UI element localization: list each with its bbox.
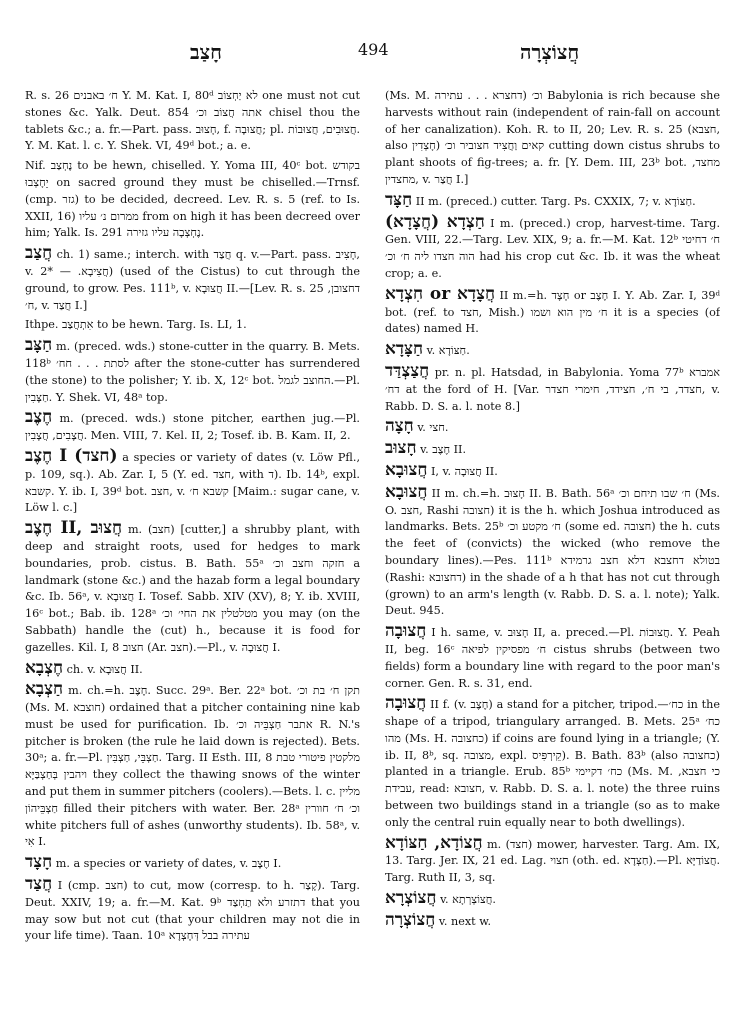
entry-definition: I, v. חֲצוּבָה II. — [431, 464, 498, 478]
entry-definition: R. s. 26 ח׳ באבנים Y. M. Kat. I, 80ᵈ לא יַחְצוֹב one must not cut stones &c. Yalk. Deut. 854 אתה חֲצוֹב וכ׳ chisel thou the tablets &c.; a. fr.—Part. pass. חָצוּב, f. חֲצוּבָה; pl. חֲצוּבִים, חֲצוּבוֹת. Y. M. Kat. l. c. Y. Shek. VI, 49ᵈ bot.; a. e. — [25, 89, 360, 153]
entry-headword: חֶצֶב I (חצד) — [25, 445, 118, 466]
entry-headword: חֲצוֹצְרָה — [385, 909, 436, 930]
entry-definition: v. חצי. — [417, 421, 449, 435]
entry-definition: v. חֲצוֹצְרְתָא. — [440, 893, 496, 907]
dictionary-entry — [385, 440, 720, 459]
entry-headword: חֲצַב — [25, 243, 53, 264]
entry-headword: חַצָּדָא — [385, 339, 424, 360]
dictionary-entry — [385, 695, 720, 831]
entry-headword: חֶצֶב II, חֲצוּב — [25, 518, 123, 539]
entry-definition: m. (חצב) [cutter,] a shrubby plant, with deep and straight roots, used for hedges to mark boundaries, prob. cistus. B. Bath. 55ᵃ חזקה וחצב וכ׳ a landmark (stone &c.) and the hazab form a legal boundary &c. Ib. 56ᵃ, v. חֲצוּבָא I. Tosef. Sabb. XIV (XV), 8; Y. ib. XVIII, 16ᶜ bot.; Bab. ib. 128ᵃ מטלטלין את החי׳ וכ׳ you may (on the Sabbath) handle the (cut) h., because it is food for gazelles. Kil. I, 8 חצוב (Ar. חצב).—Pl., v. חֲצוּבָה I. — [25, 523, 360, 654]
entry-definition: m. (preced. wds.) stone pitcher, earthen jug.—Pl. חֲצָבִים, חֲצָבִין. Men. VIII, 7. Kel. II, 2; Tosef. ib. B. Kam. II, 2. — [25, 412, 360, 443]
entry-definition: II m. (preced.) cutter. Targ. Ps. CXXIX, 7; v. חַצּוֹדָא. — [415, 194, 696, 208]
page-header — [0, 40, 750, 70]
dictionary-entry — [385, 832, 720, 887]
entry-definition: Ithpe. אִתְחֲצַב to be hewn. Targ. Is. LI, 1. — [25, 318, 247, 332]
right-column — [385, 88, 720, 988]
entry-definition: m. a species or variety of dates, v. חֶצֶב I. — [55, 857, 282, 871]
entry-definition: II m.=h. חָצָד or חֶצֶב I. Y. Ab. Zar. I, 39ᵈ bot. (ref. to חצד, Mish.) ח׳ מין הוא ושמו it is a species (of dates) named H. — [385, 288, 720, 336]
dictionary-entry — [385, 459, 720, 481]
entry-definition: m. (חצד) mower, harvester. Targ. Am. IX, 13. Targ. Jer. IX, 21 ed. Lag. חצוי (oth. ed. חַצְּדָא).—Pl. חֲצוֹדַיָּא. Targ. Ruth II, 3, sq. — [385, 837, 720, 885]
entry-definition: a species or variety of dates (v. Löw Pfl., p. 109, sq.). Ab. Zar. I, 5 (Y. ed. חצד, with ד). Ib. 14ᵇ, expl. קשבא. Y. ib. I, 39ᵈ bot. חצב, v. קשבא ח׳ [Maim.: sugar cane, v. Löw l. c.] — [25, 450, 360, 515]
entry-definition: ch. 1) same.; interch. with חֲצַד q. v.—Part. pass. חָצִיב, v. חֲצִיבָא. — *2) (used of the Cistus) to cut through the ground, to grow. Pes. 111ᵇ, v. חֲצוּבָא II.—[Lev. R. s. 25 דחצובן, ח׳, v. חֲצַד I.] — [25, 248, 360, 312]
entry-definition: pr. n. pl. Hatsdad, in Babylonia. Yoma 77ᵇ אמברא דח׳ at the ford of H. [Var. חצדד, בי ח׳, חצידד, חימרי חצדר, v. Rabb. D. S. a. l. note 8.] — [385, 365, 720, 413]
entry-definition: I m. (preced.) crop, harvest-time. Targ. Gen. VIII, 22.—Targ. Lev. XIX, 9; a. fr.—M. Kat. 12ᵇ ח׳ דחיטי הוה חצדו ליה ח׳ וכ׳ had his crop cut &c. Ib. it was the wheat crop; a. e. — [385, 216, 720, 280]
entry-definition: I (cmp. חצב) to cut, mow (corresp. to h. קָצַר). Targ. Deut. XXIV, 19; a. fr.—M. Kat. 9ᵇ דתזרע ולא תַחְצַד that you may sow but not cut (that your children may not die in your life time). Taan. 10ᵃ עתירה בבל דְּחָצְדָא — [25, 879, 360, 943]
dictionary-entry — [385, 909, 720, 931]
entry-headword: חָצָד — [25, 852, 53, 873]
entry-headword: חֲצַצְדַּד — [385, 360, 430, 381]
entry-definition: m. (preced. wds.) stone-cutter in the quarry. B. Mets. 118ᵇ לסתת . . . חח׳ after the stone-cutter has surrendered (the stone) to the polisher; Y. ib. X, 12ᶜ bot. החוצב לגמל.—Pl. חַצָּבִין. Y. Shek. VI, 48ᵃ top. — [25, 340, 360, 404]
dictionary-entry — [385, 211, 720, 283]
entry-headword: חַצָּב — [25, 335, 53, 356]
dictionary-entry — [25, 337, 360, 406]
left-running-headword: חָצַב — [190, 40, 222, 64]
entry-headword: חַצְבָא — [25, 679, 64, 700]
entry-definition: Nif. נֶחְצַב to be hewn, chiselled. Y. Yoma III, 40ᶜ bot. בקודש יֵחָצְבוּ on sacred ground they must be chiselled.—Trnsf. (cmp. גזר) to be decided, decreed. Lev. R. s. 5 (ref. to Is. XXII, 16) ממרום נ׳ עליו from on high it has been decreed over him; Yalk. Is. 291 נֶחְצְבָה עליו גזירה. — [25, 159, 360, 240]
dictionary-entry — [25, 876, 360, 945]
entry-definition: v. חֶצֶב II. — [420, 443, 467, 457]
entry-definition: v. חַצּוֹדָא. — [426, 344, 470, 358]
dictionary-entry — [385, 88, 720, 189]
dictionary-entry — [25, 520, 360, 656]
entry-headword: חֶצְבָא — [25, 657, 64, 678]
entry-definition: m. ch.=h. חֶצֶב. Succ. 29ᵃ. Ber. 22ᵃ bot. תקן ח׳ בת וכ׳ (Ms. M. חוצבא) ordained that a pitcher containing nine kab must be used for purification. Ib. אתבר חַצְבֵּיה וכ׳ R. N.'s pitcher is broken (the rule he laid down is rejected). Bets. 30ᵃ; a. fr.—Pl. חַצְבֵּי, חַצְבִּין. Targ. II Esth. III, 8 מלקטין פיטורי טבת ויהבין בְּחַצְבַּיָּא they collect the thawing snows of the winter and put them in summer pitchers (coolers).—Bets. l. c. מליין חַצְבֵּיהוֹן filled their pitchers with water. Ber. 28ᵃ וכ׳ ח׳ חוורין white pitchers full of ashes (unworthy students). Ib. 58ᵃ, v. אִי I. — [25, 684, 360, 849]
entry-headword: חַצְדָא (חֲצָדָא) — [385, 211, 485, 232]
page-number: 494 — [358, 40, 389, 59]
dictionary-entry — [25, 245, 360, 314]
entry-headword: חֲצוּבָה — [385, 693, 427, 714]
left-column — [25, 88, 360, 988]
dictionary-entry — [385, 623, 720, 692]
dictionary-entry — [25, 317, 360, 334]
dictionary-entry — [385, 890, 720, 909]
entry-headword: חֲצוֹצְרָא — [385, 888, 437, 909]
entry-definition: v. next w. — [438, 914, 492, 928]
entry-definition: (Ms. M. דחצרא . . . עתירה) וכ׳ Babylonia is rich because she harvests without rain (independent of rain-fall on account of her canalization). Koh. R. to II, 20; Lev. R. s. 25 (חצבא, also חָצְדִין) קאים וַחֲצִיד חצוביר וכ׳ cutting down cistus shrubs to plant shoots of fig-trees; a. fr. [Y. Dem. III, 23ᵇ bot. מחצד, מחצדין, v. חֲצַר I.] — [385, 89, 720, 186]
entry-headword: חָצוּב — [385, 438, 417, 459]
dictionary-entry — [25, 657, 360, 679]
dictionary-entry — [385, 418, 720, 437]
dictionary-entry — [25, 681, 360, 851]
dictionary-entry — [385, 341, 720, 360]
entry-headword: חֶצֶב — [25, 407, 53, 428]
dictionary-entry — [25, 158, 360, 242]
entry-headword: חִצְדָא or חֲצָדָא — [385, 283, 496, 304]
dictionary-entry — [25, 88, 360, 155]
dictionary-entry — [385, 481, 720, 620]
entry-definition: II m. ch.=h. חָצוּב II. B. Bath. 56ᵃ ח׳ שבו תיחם וכ׳ (Ms. O. חצב, Rashi חצובה) it is the h. which Joshua introduced as landmarks. Bets. 25ᵇ ח׳ מקטע וכ׳ (some ed. חצובה) the h. cuts the feet of (convicts) the wicked (who remove the boundary lines).—Pes. 111ᵇ בטולא דחצבא דלא חצב גרמידא (Rashi: דחצובא) in the shade of a h that has not cut through (grown) to an arm's length (v. Rabb. D. S. a. l. note); Yalk. Deut. 945. — [385, 486, 720, 618]
entry-headword: חָצָה — [385, 416, 414, 437]
entry-headword: חֲצוּבָא — [385, 459, 428, 480]
entry-headword: חֲצוּבָא — [385, 481, 428, 502]
dictionary-entry — [385, 189, 720, 211]
entry-definition: ch. v. חֲצוּבָא II. — [66, 662, 143, 676]
entry-headword: חֲצוּבָה — [385, 621, 427, 642]
entry-definition: I h. same, v. חָצוּב II, a. preced.—Pl. חֲצוּבוֹת. Y. Peah II, beg. 16ᶜ ח׳ מפסיקין לפיאה cistus shrubs (between two fields) form a boundary line with regard to the poor man's corner. Gen. R. s. 31, end. — [385, 626, 720, 690]
dictionary-entry — [25, 854, 360, 873]
dictionary-entry — [385, 283, 720, 338]
right-running-headword: חֲצוֹצְרָה — [520, 40, 580, 64]
dictionary-entry — [385, 360, 720, 415]
entry-definition: II f. (v. חֶצֶב) a stand for a pitcher, tripod.—כח׳ in the shape of a tripod, triangulary arranged. B. Mets. 25ᵃ כח׳ מהו (Ms. H. כחצובה) if coins are found lying in a triangle; (Y. ib. II, 8ᵇ, sq. מצובה, expl. קֵירְפִּיס). B. Bath. 83ᵇ (also כחצובה) planted in a triangle. Erub. 85ᵇ כח׳ דקיימי (Ms. M. כי חצבא, עבידת, read: חצובא, v. Rabb. D. S. a. l. note) the three ruins between two buildings stand in a triangle (so as to make only the central ruin equally near to both dwellings). — [385, 698, 720, 829]
dictionary-entry — [25, 409, 360, 445]
dictionary-entry — [25, 445, 360, 517]
entry-headword: חֲצַד — [25, 874, 53, 895]
entry-headword: חֲצוֹדָא, חַצּוֹדָא — [385, 832, 483, 853]
entry-headword: חַצָּד — [385, 189, 413, 210]
